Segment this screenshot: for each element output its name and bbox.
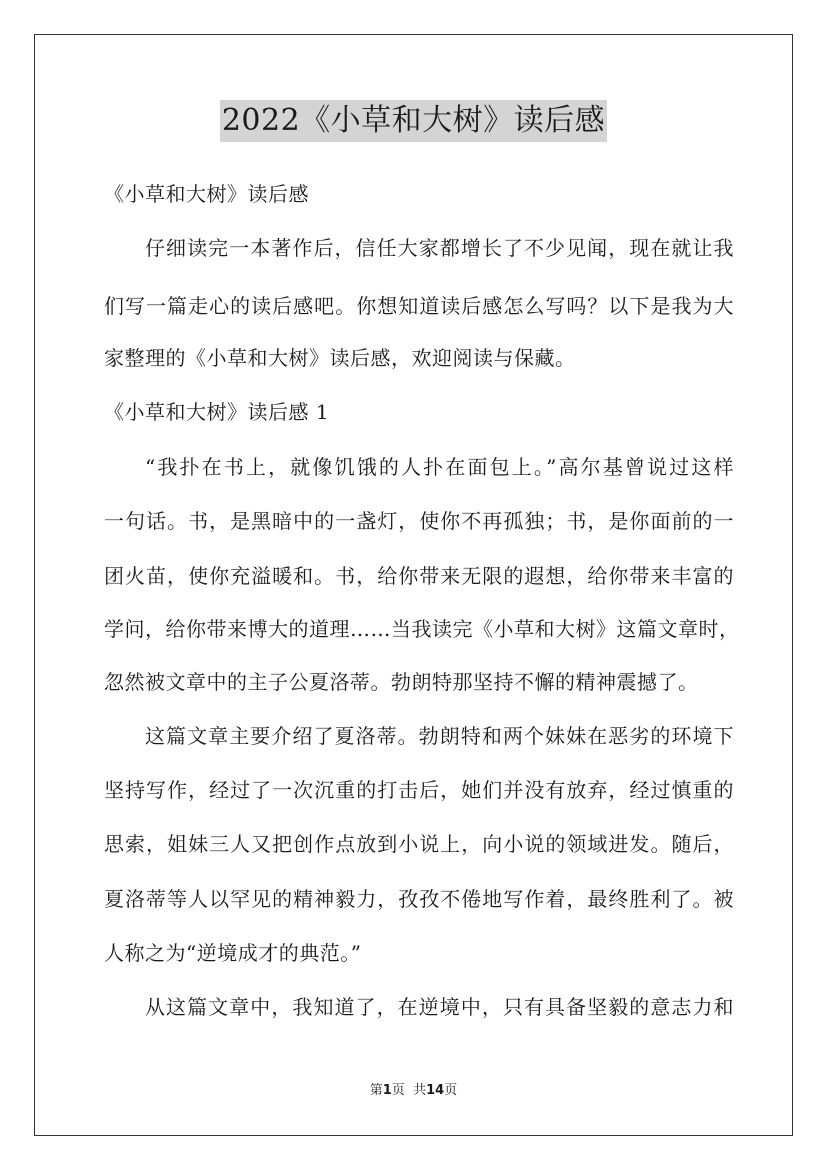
footer-total-suffix: 页 xyxy=(444,1083,458,1098)
footer-total-prefix: 共 xyxy=(413,1083,427,1098)
footer-page-prefix: 第 xyxy=(369,1083,383,1098)
page-footer xyxy=(0,1083,827,1099)
paragraph-line: 忽然被文章中的主子公夏洛蒂。勃朗特那坚持不懈的精神震撼了。 xyxy=(104,670,699,694)
paragraph-line: 坚持写作，经过了一次沉重的打击后，她们并没有放弃，经过慎重的 xyxy=(104,778,734,802)
paragraph-line: 团火苗，使你充溢暖和。书，给你带来无限的遐想，给你带来丰富的 xyxy=(104,564,734,588)
paragraph-line: 从这篇文章中，我知道了，在逆境中，只有具备坚毅的意志力和 xyxy=(145,995,734,1019)
intro-line: 们写一篇走心的读后感吧。你想知道读后感怎么写吗？以下是我为大 xyxy=(104,294,734,318)
paragraph-line: 人称之为“逆境成才的典范。” xyxy=(104,941,362,965)
paragraph-line: 一句话。书，是黑暗中的一盏灯，使你不再孤独；书，是你面前的一 xyxy=(104,509,734,533)
section-heading: 《小草和大树》读后感 1 xyxy=(104,400,330,424)
paragraph-line: 这篇文章主要介绍了夏洛蒂。勃朗特和两个妹妹在恶劣的环境下 xyxy=(145,724,734,748)
document-subtitle: 《小草和大树》读后感 xyxy=(104,182,309,206)
footer-page-number: 1 xyxy=(382,1083,392,1098)
intro-line: 家整理的《小草和大树》读后感，欢迎阅读与保藏。 xyxy=(104,346,576,370)
paragraph-line: 夏洛蒂等人以罕见的精神毅力，孜孜不倦地写作着，最终胜利了。被 xyxy=(104,887,734,911)
intro-line: 仔细读完一本著作后，信任大家都增长了不少见闻，现在就让我 xyxy=(145,236,734,260)
footer-total-pages: 14 xyxy=(426,1083,445,1098)
footer-page-suffix: 页 xyxy=(391,1083,405,1098)
paragraph-line: 思索，姐妹三人又把创作点放到小说上，向小说的领域进发。随后， xyxy=(104,832,734,856)
paragraph-line: 学问，给你带来博大的道理……当我读完《小草和大树》这篇文章时， xyxy=(104,617,740,641)
title-container xyxy=(0,100,827,142)
document-title: 2022《小草和大树》读后感 xyxy=(220,100,607,142)
paragraph-line: “我扑在书上，就像饥饿的人扑在面包上。”高尔基曾说过这样 xyxy=(145,455,734,479)
